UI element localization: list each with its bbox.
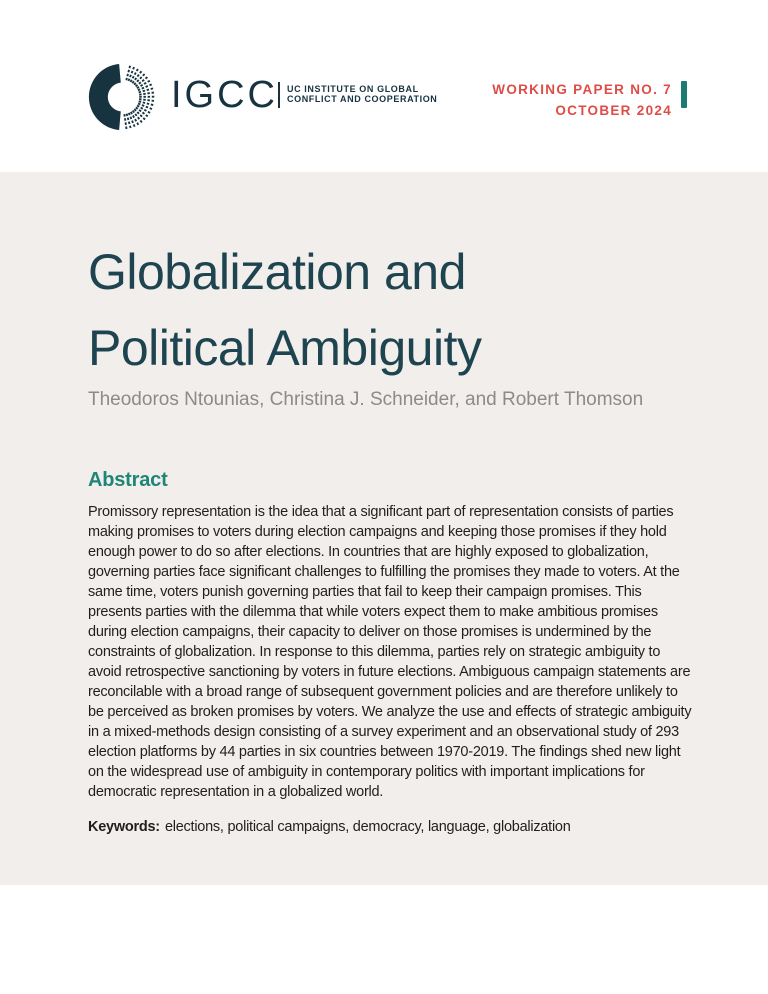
paper-title [88, 234, 481, 386]
abstract-text: Promissory representation is the idea that a significant part of representation consists of parties making promises to voters during election campaigns and keeping those promises if they hold enough power to do so after elections. In countries that are highly exposed to globalization, governing parties face significant challenges to fulfilling the promises they made to voters. At the same time, voters punish governing parties that fail to keep their campaign promises. This presents parties with the dilemma that while voters expect them to make ambitious promises during election campaigns, their capacity to deliver on those promises is undermined by the constraints of globalization. In response to this dilemma, parties rely on strategic ambiguity to avoid retrospective sanctioning by voters in future elections. Ambiguous campaign statements are reconcilable with a broad range of subsequent government policies and are therefore unlikely to be perceived as broken promises by voters. We analyze the use and effects of strategic ambiguity in a mixed-methods design consisting of a survey experiment and an observational study of 293 election platforms by 44 parties in six countries between 1970-2019. The findings shed new light on the widespread use of ambiguity in contemporary politics with important implications for democratic representation in a globalized world. [88, 504, 692, 800]
org-name-line2: CONFLICT AND COOPERATION [287, 94, 438, 104]
abstract-heading: Abstract [88, 469, 168, 491]
logo-rays [124, 65, 155, 130]
brand-wordmark: IGCC [171, 74, 278, 116]
keywords-line [88, 817, 692, 837]
working-paper-block [492, 79, 687, 121]
abstract-section [88, 468, 692, 837]
working-paper-text [492, 79, 672, 121]
accent-bar [681, 81, 687, 108]
org-name [287, 84, 437, 104]
igcc-logo-icon [86, 61, 158, 133]
keywords-label: Keywords: [88, 819, 160, 835]
working-paper-date: OCTOBER 2024 [555, 103, 672, 118]
org-name-line1: UC INSTITUTE ON GLOBAL [287, 84, 419, 94]
paper-title-line1: Globalization and [88, 244, 466, 300]
keywords-value: elections, political campaigns, democracy, language, globalization [164, 819, 571, 835]
logo-crescent-shape [89, 64, 121, 130]
authors-line: Theodoros Ntounias, Christina J. Schneider, and Robert Thomson [88, 389, 644, 410]
paper-title-line2: Political Ambiguity [88, 320, 482, 376]
working-paper-number: WORKING PAPER NO. 7 [492, 82, 672, 97]
brand-divider [278, 82, 280, 108]
